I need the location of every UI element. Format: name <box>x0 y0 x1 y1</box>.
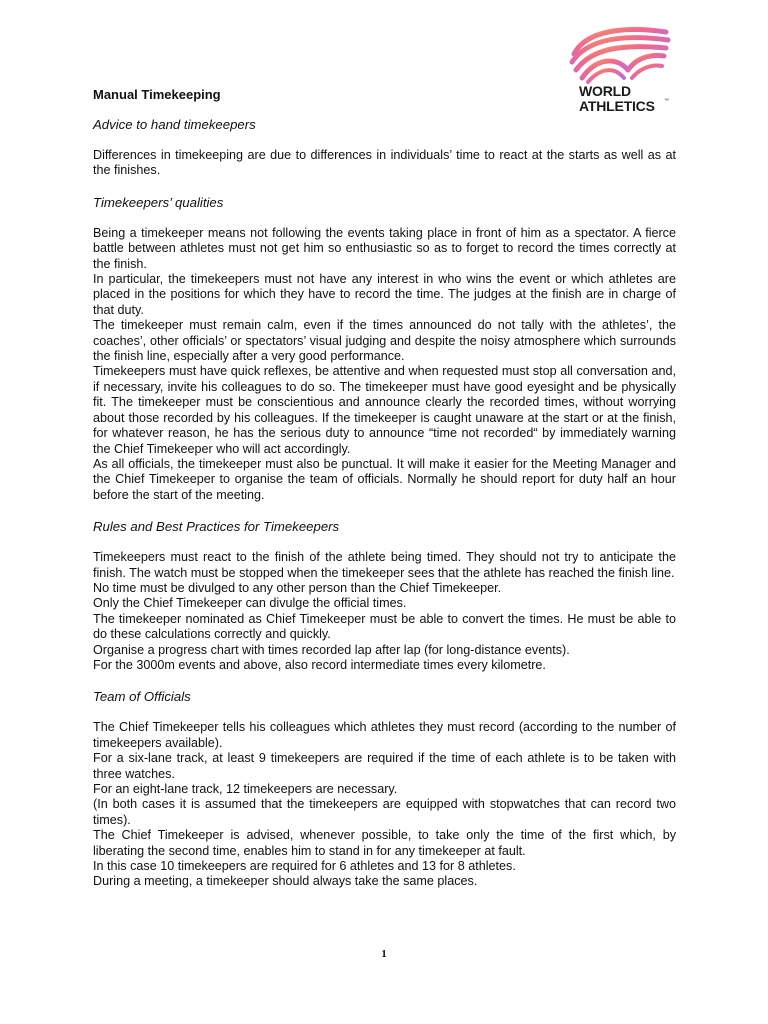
paragraph: Timekeepers must react to the finish of the athlete being timed. They should not try to anticipate the finish. The watch must be stopped when the timekeeper sees that the athlete has reached the finish line. <box>93 550 676 580</box>
section-heading-advice: Advice to hand timekeepers <box>93 117 256 132</box>
paragraph: Only the Chief Timekeeper can divulge the official times. <box>93 596 407 611</box>
section-heading-qualities: Timekeepers’ qualities <box>93 194 224 210</box>
section-heading-team: Team of Officials <box>93 689 191 705</box>
paragraph: For a six-lane track, at least 9 timekeepers are required if the time of each athlete is to be taken with three watches. <box>93 751 676 781</box>
paragraph: The timekeeper nominated as Chief Timekeeper must be able to convert the times. He must be able to do these calculations correctly and quickly. <box>93 611 676 642</box>
world-athletics-emblem-icon <box>566 24 678 86</box>
paragraph: (In both cases it is assumed that the timekeepers are equipped with stopwatches that can record two times). <box>93 797 676 827</box>
section-body-rules <box>93 550 676 673</box>
section-body-team <box>93 720 676 889</box>
paragraph: No time must be divulged to any other person than the Chief Timekeeper. <box>93 580 502 595</box>
page-number: 1 <box>381 948 387 960</box>
paragraph: Organise a progress chart with times recorded lap after lap (for long-distance events). <box>93 642 570 657</box>
trademark-symbol: ™ <box>664 98 669 104</box>
paragraph: The Chief Timekeeper is advised, whenever possible, to take only the time of the first which, by liberating the second time, enables him to stand in for any timekeeper at fault. <box>93 828 676 858</box>
section-body-advice <box>93 148 676 179</box>
paragraph: In this case 10 timekeepers are required for 6 athletes and 13 for 8 athletes. <box>93 859 516 874</box>
paragraph: The Chief Timekeeper tells his colleagues which athletes they must record (according to the number of timekeepers available). <box>93 720 676 750</box>
paragraph: Being a timekeeper means not following the events taking place in front of him as a spectator. A fierce battle between athletes must not get him so enthusiastic so as to forget to record the times correctly at the finish. <box>93 225 676 271</box>
document-title: Manual Timekeeping <box>93 87 221 102</box>
paragraph: As all officials, the timekeeper must also be punctual. It will make it easier for the Meeting Manager and the Chief Timekeeper to organise the team of officials. Normally he should report for duty half an hour before the start of the meeting. <box>93 456 676 502</box>
section-body-qualities <box>93 226 676 503</box>
paragraph: During a meeting, a timekeeper should always take the same places. <box>93 874 478 889</box>
logo-line-2: ATHLETICS <box>579 97 655 114</box>
logo-line-1: WORLD <box>579 83 631 99</box>
document-body <box>93 86 676 905</box>
paragraph: Differences in timekeeping are due to differences in individuals’ time to react at the starts as well as at the finishes. <box>93 148 676 178</box>
paragraph: The timekeeper must remain calm, even if the times announced do not tally with the athletes’, the coaches’, other officials’ or spectators’ visual judging and despite the noisy atmosphere which surrounds the finish line, especially after a very good performance. <box>93 318 676 364</box>
paragraph: Timekeepers must have quick reflexes, be attentive and when requested must stop all conversation and, if necessary, invite his colleagues to do so. The timekeeper must have good eyesight and be physically fit. The timekeeper must be conscientious and announce clearly the recorded times, without worrying about those recorded by his colleagues. If the timekeeper is caught unaware at the start or at the finish, for whatever reason, he has the serious duty to announce “time not recorded“ by immediately warning the Chief Timekeeper who will act accordingly. <box>93 364 676 456</box>
section-heading-rules: Rules and Best Practices for Timekeepers <box>93 519 340 535</box>
paragraph: In particular, the timekeepers must not have any interest in who wins the event or which athletes are placed in the positions for which they have to record the time. The judges at the finish are in charge of that duty. <box>93 272 676 317</box>
paragraph: For an eight-lane track, 12 timekeepers are necessary. <box>93 782 398 796</box>
paragraph: For the 3000m events and above, also record intermediate times every kilometre. <box>93 657 546 672</box>
